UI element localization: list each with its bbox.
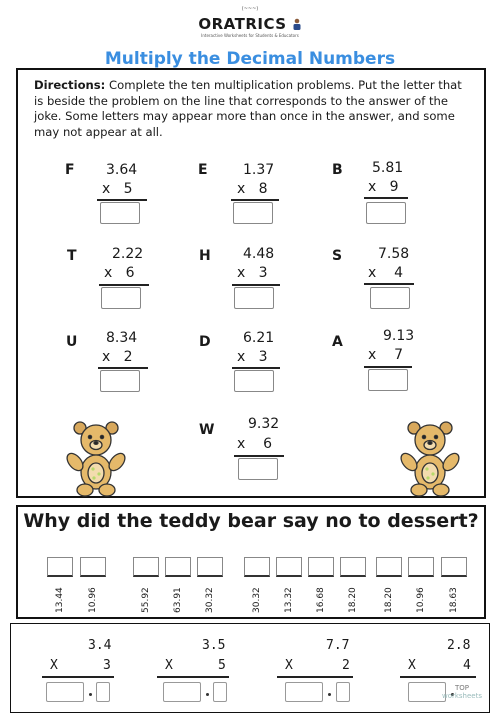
problem-letter: H bbox=[199, 248, 211, 264]
problem-top-number: 6.21 bbox=[243, 330, 275, 346]
extra-answer-whole-box[interactable] bbox=[46, 682, 84, 702]
answer-box[interactable] bbox=[234, 370, 274, 392]
extra-operator: X bbox=[285, 658, 293, 673]
problem-rule bbox=[232, 284, 280, 286]
problem-letter: T bbox=[67, 248, 77, 264]
joke-letter-blank[interactable] bbox=[376, 557, 402, 577]
extra-bottom-number: 2 bbox=[342, 658, 350, 673]
teddy-bear-left-icon bbox=[66, 418, 126, 498]
joke-code: 30.32 bbox=[252, 587, 262, 613]
problem-top-number: 2.22 bbox=[112, 246, 144, 262]
problem-letter: A bbox=[332, 334, 343, 350]
worksheets-watermark bbox=[442, 684, 482, 700]
problem-multiplier: x 4 bbox=[368, 265, 403, 281]
answer-box[interactable] bbox=[233, 202, 273, 224]
problem-letter: S bbox=[332, 248, 343, 264]
decimal-point bbox=[89, 693, 92, 696]
joke-code: 13.44 bbox=[55, 587, 65, 613]
answer-box[interactable] bbox=[100, 202, 140, 224]
extra-bottom-number: 3 bbox=[103, 658, 111, 673]
problem-letter: U bbox=[66, 334, 78, 350]
problem-letter: B bbox=[332, 162, 343, 178]
extra-answer-decimal-box[interactable] bbox=[213, 682, 227, 702]
extra-answer-whole-box[interactable] bbox=[285, 682, 323, 702]
problem-letter: E bbox=[198, 162, 208, 178]
teddy-bear-right-icon bbox=[400, 418, 460, 498]
extra-rule bbox=[277, 676, 353, 678]
problem-multiplier: x 9 bbox=[368, 179, 399, 195]
extra-top-number: 3.4 bbox=[88, 638, 112, 653]
joke-code: 30.32 bbox=[205, 587, 215, 613]
teacher-icon bbox=[292, 15, 302, 27]
problem-multiplier: x 5 bbox=[102, 181, 133, 197]
joke-letter-blank[interactable] bbox=[133, 557, 159, 577]
extra-rule bbox=[42, 676, 114, 678]
joke-code: 18.20 bbox=[384, 587, 394, 613]
problem-top-number: 4.48 bbox=[243, 246, 275, 262]
extra-top-number: 7.7 bbox=[326, 638, 350, 653]
joke-letter-blank[interactable] bbox=[441, 557, 467, 577]
extra-rule bbox=[157, 676, 229, 678]
problem-rule bbox=[234, 455, 284, 457]
problem-top-number: 8.34 bbox=[106, 330, 138, 346]
problem-multiplier: x 7 bbox=[368, 347, 403, 363]
answer-box[interactable] bbox=[238, 458, 278, 480]
problem-multiplier: x 3 bbox=[237, 265, 268, 281]
joke-code: 10.96 bbox=[416, 587, 426, 613]
watermark-line2: worksheets bbox=[441, 692, 482, 700]
joke-letter-blank[interactable] bbox=[244, 557, 270, 577]
directions-label: Directions: bbox=[34, 78, 106, 92]
problem-rule bbox=[364, 283, 414, 285]
answer-box[interactable] bbox=[101, 287, 141, 309]
problem-multiplier: x 6 bbox=[237, 436, 272, 452]
problem-top-number: 9.13 bbox=[383, 328, 415, 344]
problem-top-number: 5.81 bbox=[372, 160, 404, 176]
joke-code: 16.68 bbox=[316, 587, 326, 613]
logo-ornament: (~~~) bbox=[241, 6, 259, 12]
extra-answer-decimal-box[interactable] bbox=[96, 682, 110, 702]
extra-answer-whole-box[interactable] bbox=[408, 682, 446, 702]
joke-code: 55.92 bbox=[141, 587, 151, 613]
problem-multiplier: x 3 bbox=[237, 349, 268, 365]
problem-rule bbox=[231, 199, 279, 201]
joke-code: 13.32 bbox=[284, 587, 294, 613]
joke-code: 10.96 bbox=[88, 587, 98, 613]
decimal-point bbox=[206, 693, 209, 696]
extra-bottom-number: 4 bbox=[463, 658, 471, 673]
joke-code: 18.20 bbox=[348, 587, 358, 613]
problem-rule bbox=[99, 284, 149, 286]
joke-letter-blank[interactable] bbox=[276, 557, 302, 577]
brand-logo bbox=[0, 6, 500, 38]
problem-rule bbox=[232, 367, 280, 369]
extra-operator: X bbox=[50, 658, 58, 673]
problem-rule bbox=[97, 199, 147, 201]
problem-top-number: 7.58 bbox=[378, 246, 410, 262]
extra-answer-decimal-box[interactable] bbox=[336, 682, 350, 702]
extra-top-number: 3.5 bbox=[202, 638, 226, 653]
extra-operator: X bbox=[408, 658, 416, 673]
answer-box[interactable] bbox=[366, 202, 406, 224]
extra-bottom-number: 5 bbox=[218, 658, 226, 673]
answer-box[interactable] bbox=[368, 369, 408, 391]
problem-letter: D bbox=[199, 334, 211, 350]
joke-code: 18.63 bbox=[449, 587, 459, 613]
watermark-line1: TOP bbox=[454, 684, 469, 692]
decimal-point bbox=[328, 693, 331, 696]
extra-rule bbox=[400, 676, 476, 678]
extra-answer-whole-box[interactable] bbox=[163, 682, 201, 702]
page-title: Multiply the Decimal Numbers bbox=[104, 49, 396, 69]
problem-top-number: 9.32 bbox=[248, 416, 280, 432]
problem-rule bbox=[364, 366, 412, 368]
answer-box[interactable] bbox=[100, 370, 140, 392]
extra-top-number: 2.8 bbox=[447, 638, 471, 653]
joke-letter-blank[interactable] bbox=[408, 557, 434, 577]
problem-rule bbox=[364, 197, 408, 199]
logo-text: ORATRICS bbox=[198, 15, 287, 33]
problem-letter: F bbox=[65, 162, 75, 178]
problem-rule bbox=[98, 367, 148, 369]
joke-letter-blank[interactable] bbox=[165, 557, 191, 577]
problem-top-number: 3.64 bbox=[106, 162, 138, 178]
joke-code: 63.91 bbox=[173, 587, 183, 613]
joke-letter-blank[interactable] bbox=[80, 557, 106, 577]
joke-letter-blank[interactable] bbox=[197, 557, 223, 577]
joke-letter-blank[interactable] bbox=[340, 557, 366, 577]
answer-box[interactable] bbox=[370, 287, 410, 309]
answer-box[interactable] bbox=[234, 287, 274, 309]
joke-letter-blank[interactable] bbox=[308, 557, 334, 577]
problem-letter: W bbox=[199, 422, 215, 438]
extra-operator: X bbox=[165, 658, 173, 673]
joke-question: Why did the teddy bear say no to dessert? bbox=[23, 510, 479, 532]
problem-multiplier: x 6 bbox=[104, 265, 135, 281]
directions bbox=[34, 78, 474, 140]
joke-letter-blank[interactable] bbox=[47, 557, 73, 577]
problem-multiplier: x 8 bbox=[237, 181, 268, 197]
problem-multiplier: x 2 bbox=[102, 349, 133, 365]
directions-text: Complete the ten multiplication problems. Put the letter that is beside the problem on the line that corresponds to the answer of the joke. Some letters may appear more than once in the answer, and some may not appear at all. bbox=[34, 78, 462, 139]
problem-top-number: 1.37 bbox=[243, 162, 275, 178]
logo-tagline: Interactive Worksheets for Students & Educators bbox=[201, 33, 299, 38]
